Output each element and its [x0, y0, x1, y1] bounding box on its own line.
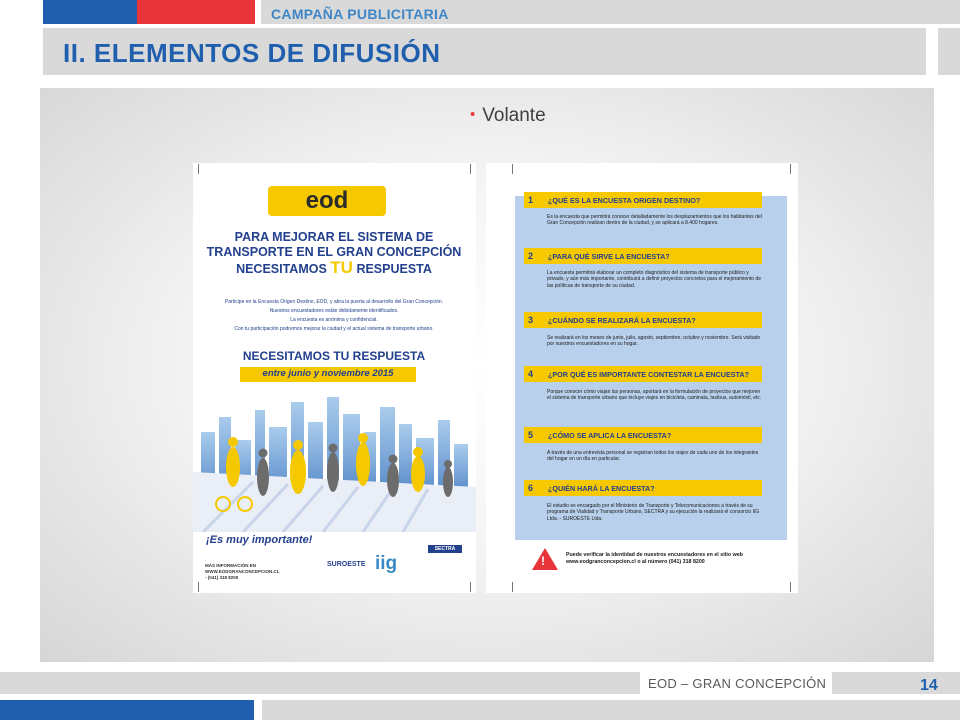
crop-mark [512, 582, 513, 592]
flyer-body-line: Participe en la Encuesta Origen Destino, EOD, y abra la puerta al desarrollo del Gran Concepción. [224, 299, 444, 305]
question-number: 3 [528, 315, 534, 325]
question-number: 6 [528, 483, 534, 493]
question-number: 1 [528, 195, 534, 205]
flyer-info-line: MÁS INFORMACIÓN EN [205, 563, 256, 568]
footer-grey-bar-right [832, 672, 960, 694]
flyer-body-line: Con tu participación podremos mejorar la ciudad y el actual sistema de transporte urbano. [234, 326, 434, 332]
question-number: 4 [528, 369, 534, 379]
question-title: ¿QUIÉN HARÁ LA ENCUESTA? [548, 484, 655, 493]
flyer-headline [200, 230, 468, 277]
eod-logo-text: eod [305, 187, 349, 214]
warning-text: Puede verificar la identidad de nuestros encuestadores en el sitio web www.eodgranconcepcion.cl o al número (041) 318 8200 [566, 552, 743, 565]
footer-label: EOD – GRAN CONCEPCIÓN [648, 676, 827, 691]
crop-mark [470, 582, 471, 592]
footer-grey-bar-bottom [262, 700, 960, 720]
flyer-info [205, 563, 280, 581]
flyer-need-heading: NECESITAMOS TU RESPUESTA [242, 349, 426, 363]
question-title: ¿PARA QUÉ SIRVE LA ENCUESTA? [548, 252, 670, 261]
question-title: ¿QUÉ ES LA ENCUESTA ORIGEN DESTINO? [548, 196, 701, 205]
bullet-text: Volante [482, 105, 546, 126]
header-red-bar [137, 0, 255, 24]
flyer-tagline: ¡Es muy importante! [206, 534, 313, 546]
question-text: Es la encuesta que permitirá conocer detalladamente los desplazamientos que los habitantes del Gran Concepción realizan dentro de la ciudad, y se aplicará a 8.400 hogares. [547, 214, 762, 227]
crop-mark [790, 164, 791, 174]
question-number: 5 [528, 430, 534, 440]
footer-grey-bar [0, 672, 640, 694]
question-text: Porque conocer cómo viajan las personas, aportará en la formulación de proyectos que mejoren el sistema de transporte urbano que incluye viajes en bicicleta, caminata, taxibus, automóvil, etc. [547, 389, 762, 402]
flyer-info-line: WWW.EODGRANCONCEPCION.CL - (041) 318 8200 [205, 569, 280, 580]
headline-line-1: PARA MEJORAR EL SISTEMA DE [234, 230, 434, 244]
headline-line-2: TRANSPORTE EN EL GRAN CONCEPCIÓN [206, 245, 462, 259]
question-text: La encuesta permitirá elaborar un completo diagnóstico del sistema de transporte público y privado, y aún más importante, contribuirá a definir proyectos concretos para el mejoramiento de las políticas de transporte de su ciudad. [547, 270, 761, 289]
question-title: ¿POR QUÉ ES IMPORTANTE CONTESTAR LA ENCUESTA? [548, 370, 749, 379]
bullet-dot-icon: • [470, 106, 476, 123]
footer-blue-bar [0, 700, 254, 720]
title-band-right [938, 28, 960, 75]
header-kicker: CAMPAÑA PUBLICITARIA [271, 6, 449, 22]
suroeste-logo: SUROESTE [327, 561, 366, 568]
crop-mark [470, 164, 471, 174]
headline-line-3 [200, 260, 468, 277]
flyer-body-line: La encuesta es anónima y confidencial. [290, 317, 378, 323]
question-number: 2 [528, 251, 534, 261]
question-title: ¿CÓMO SE APLICA LA ENCUESTA? [548, 431, 672, 440]
crop-mark [198, 582, 199, 592]
question-title: ¿CUÁNDO SE REALIZARÁ LA ENCUESTA? [548, 316, 696, 325]
flyer-body-line: Nuestros encuestadores están debidamente identificados. [269, 308, 399, 314]
crop-mark [790, 582, 791, 592]
page-number: 14 [920, 677, 938, 694]
question-text: A través de una entrevista personal se registran todos los viajes de cada uno de los integrantes del hogar en un día en particular. [547, 450, 759, 463]
flyer-date-text: entre junio y noviembre 2015 [262, 368, 394, 379]
slide-title: II. ELEMENTOS DE DIFUSIÓN [63, 38, 441, 68]
warning-exclamation-icon: ! [541, 554, 545, 568]
bullet-item [470, 105, 546, 127]
headline-line-3b: RESPUESTA [352, 262, 432, 276]
headline-line-3a: NECESITAMOS [236, 262, 331, 276]
question-text: El estudio es encargado por el Ministerio de Transporte y Telecomunicaciones a través de su programa de Vialidad y Transporte Urbano, SECTRA y su ejecución la realizará el consorcio IIG Ltda. - SUROESTE Ltda. [547, 503, 760, 522]
city-skyline-illustration [193, 392, 476, 532]
question-text: Se realizará en los meses de junio, julio, agosto, septiembre, octubre y noviembre. Será visitado por nuestros encuestadores en su hogar. [547, 335, 761, 348]
header-blue-bar [43, 0, 137, 24]
sectra-logo: SECTRA [428, 545, 462, 553]
crop-mark [198, 164, 199, 174]
iig-logo: iig [375, 553, 398, 574]
crop-mark [512, 164, 513, 174]
headline-tu: TU [330, 258, 353, 277]
warning-triangle-icon [532, 548, 558, 570]
flyer-body [203, 298, 465, 334]
